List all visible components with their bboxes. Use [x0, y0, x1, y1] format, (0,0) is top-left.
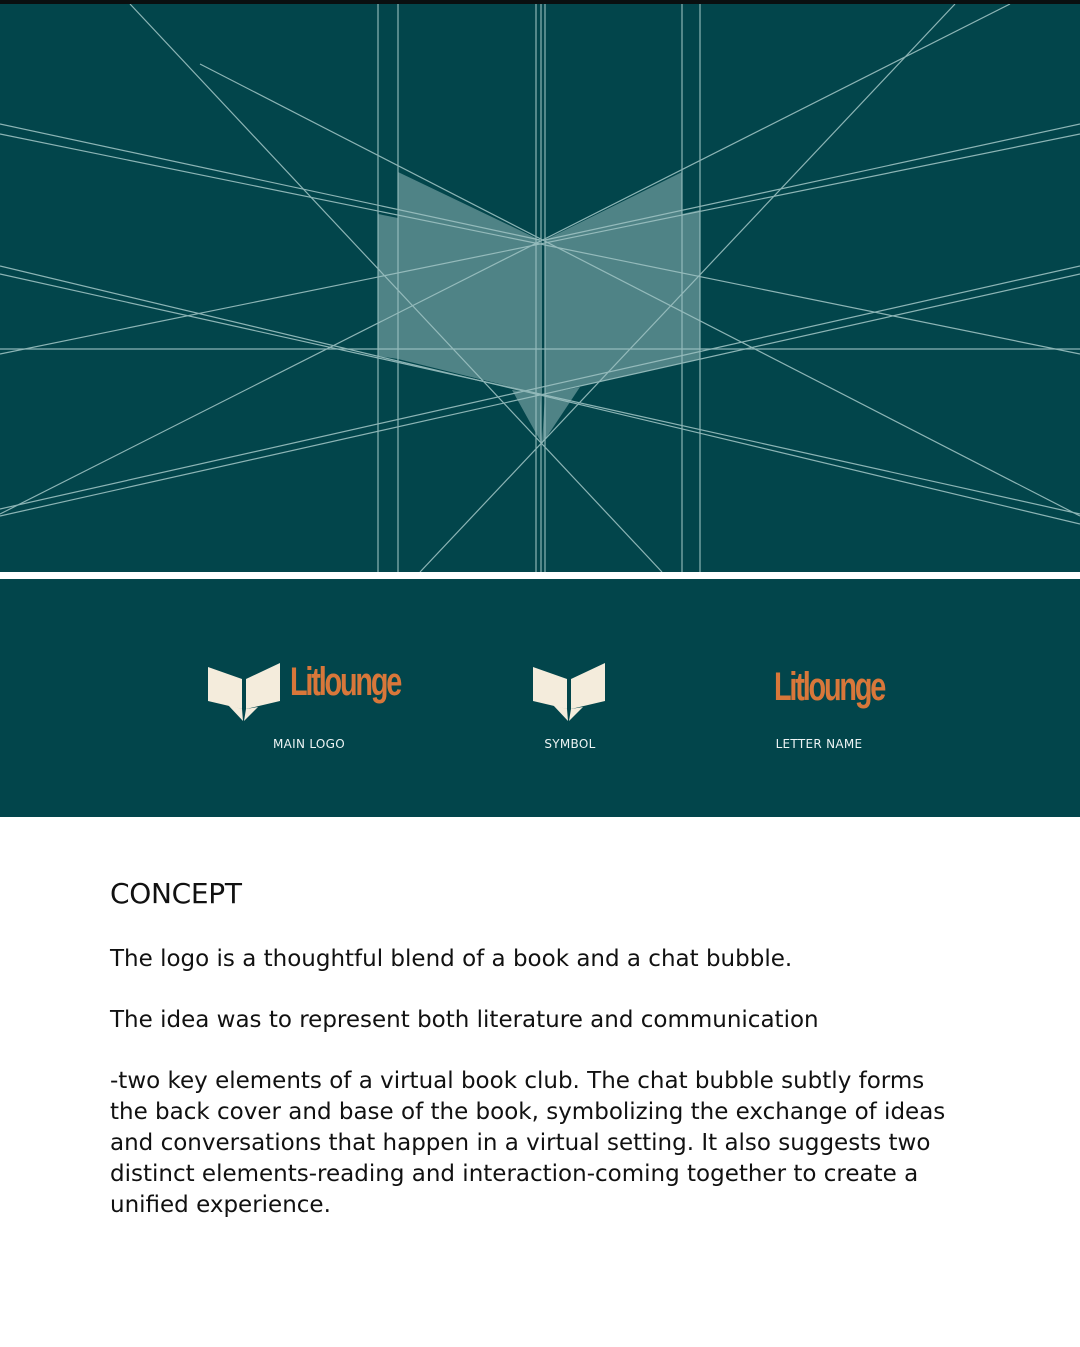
concept-heading: CONCEPT — [110, 877, 242, 910]
main-logo-caption: MAIN LOGO — [272, 737, 346, 751]
symbol-logo — [531, 657, 607, 728]
construction-grid-svg — [0, 4, 1080, 572]
symbol-caption: SYMBOL — [544, 737, 596, 751]
concept-section — [110, 877, 950, 1251]
book-chat-icon — [206, 657, 282, 723]
logo-variants-panel — [0, 579, 1080, 817]
book-chat-icon — [531, 657, 607, 723]
letter-name-logo — [774, 667, 927, 707]
concept-paragraph-3: -two key elements of a virtual book club. The chat bubble subtly forms the back cover and base of the book, symbolizing the exchange of ideas and conversations that happen in a virtual setting. It also suggests two distinct elements-reading and interaction-coming together to create a unified experience. — [110, 1068, 946, 1218]
logo-construction-grid — [0, 4, 1080, 572]
main-logo — [206, 657, 443, 723]
letter-name-caption: LETTER NAME — [775, 737, 863, 751]
concept-paragraph-1: The logo is a thoughtful blend of a book and a chat bubble. — [110, 946, 793, 972]
main-logo-wordmark: Litlounge — [290, 660, 401, 704]
concept-paragraph-2: The idea was to represent both literature and communication — [110, 1007, 819, 1033]
letter-name-wordmark: Litlounge — [774, 665, 885, 709]
book-chat-symbol-construction — [378, 172, 700, 444]
